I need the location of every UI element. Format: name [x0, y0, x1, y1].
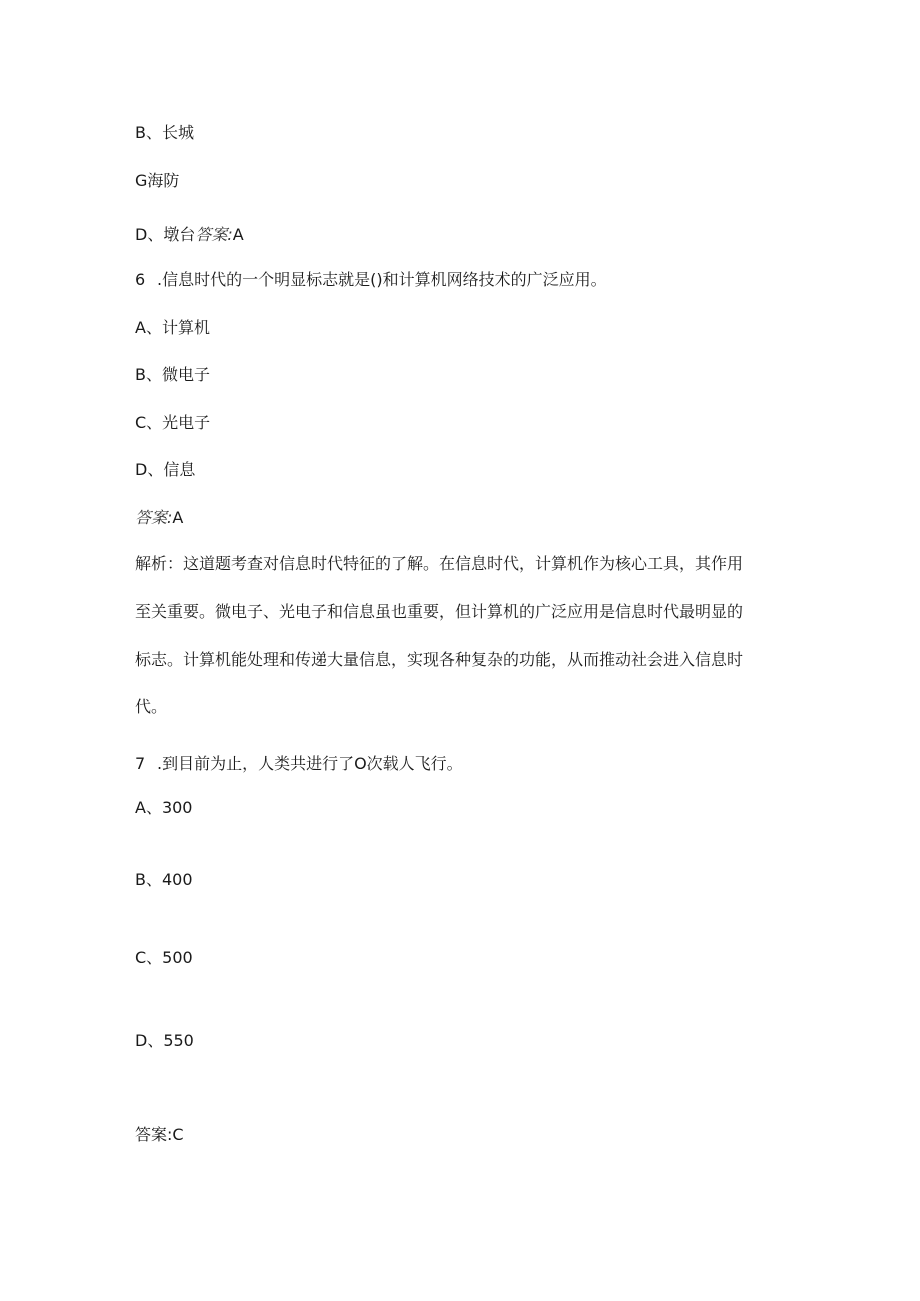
q5-option-c: G海防 — [135, 171, 180, 190]
q7-answer: 答案:C — [135, 1125, 184, 1144]
q6-explanation-line: 解析：这道题考查对信息时代特征的了解。在信息时代，计算机作为核心工具，其作用 — [135, 554, 744, 573]
q6-stem-line — [135, 269, 607, 291]
q6-explanation-line: 标志。计算机能处理和传递大量信息，实现各种复杂的功能，从而推动社会进入信息时 — [135, 650, 744, 669]
q7-stem-line — [135, 753, 463, 775]
q7-option-a: A、300 — [135, 798, 193, 817]
q5-option-d-with-answer — [135, 224, 244, 246]
q6-answer — [135, 507, 183, 529]
q7-stem: .到目前为止，人类共进行了O次载人飞行。 — [157, 754, 463, 773]
q6-option-a: A、计算机 — [135, 318, 210, 337]
q6-stem: .信息时代的一个明显标志就是()和计算机网络技术的广泛应用。 — [157, 270, 607, 289]
q6-option-d: D、信息 — [135, 460, 196, 479]
q7-option-c: C、500 — [135, 948, 193, 967]
q6-number: 6 — [135, 270, 146, 289]
q6-explanation-line: 代。 — [135, 697, 168, 716]
q7-option-b: B、400 — [135, 870, 193, 889]
q5-answer-value: A — [232, 225, 244, 244]
q5-answer-label: 答案: — [195, 225, 233, 244]
q7-number: 7 — [135, 754, 146, 773]
q6-option-b: B、微电子 — [135, 365, 210, 384]
q6-option-c: C、光电子 — [135, 413, 211, 432]
q5-option-d: D、墩台 — [135, 225, 196, 244]
q7-option-d: D、550 — [135, 1031, 194, 1050]
q6-explanation-line: 至关重要。微电子、光电子和信息虽也重要，但计算机的广泛应用是信息时代最明显的 — [135, 602, 744, 621]
q5-option-b: B、长城 — [135, 123, 194, 142]
q6-answer-value: A — [172, 508, 184, 527]
q6-answer-label: 答案: — [135, 508, 173, 527]
